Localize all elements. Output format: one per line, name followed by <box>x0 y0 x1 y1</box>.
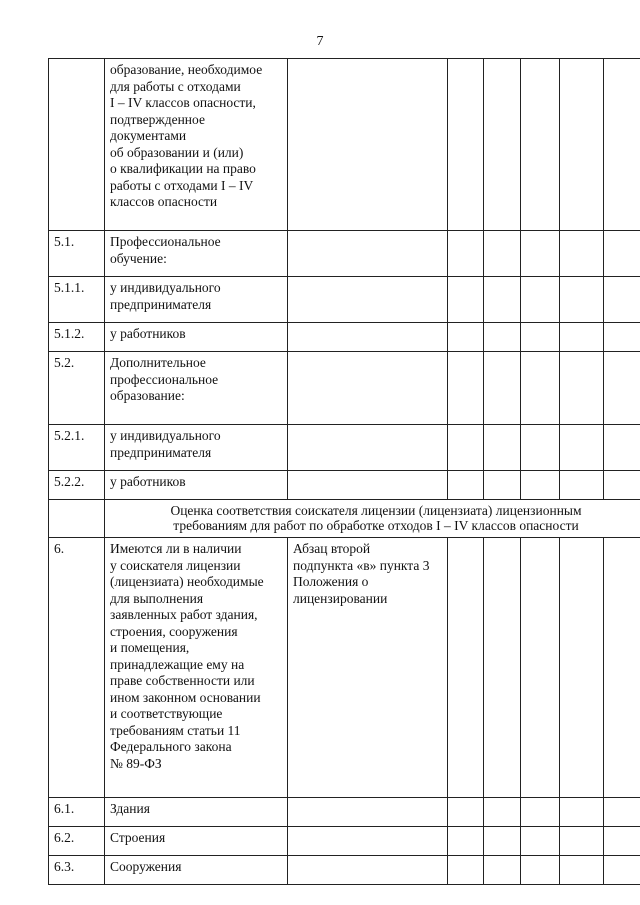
answer-cell <box>484 471 521 500</box>
requirement-description <box>105 471 288 500</box>
section-heading-line: Оценка соответствия соискателя лицензии (лицензиата) лицензионным <box>170 503 582 518</box>
legal-reference <box>288 59 448 231</box>
row-number: 5.1.1. <box>49 277 105 323</box>
answer-cell <box>484 231 521 277</box>
answer-cell <box>604 798 640 827</box>
table-row <box>49 231 640 277</box>
answer-cell <box>484 856 521 885</box>
description-line: документами <box>110 128 187 143</box>
legal-reference <box>288 798 448 827</box>
description-line: о квалификации на право <box>110 161 256 176</box>
answer-cell <box>604 425 640 471</box>
answer-cell <box>560 471 604 500</box>
answer-cell <box>521 827 560 856</box>
legal-reference <box>288 827 448 856</box>
description-line: строения, сооружения <box>110 623 238 639</box>
reference-line: Абзац второй <box>293 541 371 556</box>
description-line: праве собственности или <box>110 673 255 688</box>
reference-line: Положения о <box>293 574 369 589</box>
requirement-description <box>105 425 288 471</box>
description-line: № 89-ФЗ <box>110 755 162 771</box>
requirement-description <box>105 856 288 885</box>
table-row <box>49 425 640 471</box>
description-line: и помещения, <box>110 640 190 655</box>
answer-cell <box>521 538 560 798</box>
reference-line: лицензировании <box>293 590 388 606</box>
row-number: 6.1. <box>49 798 105 827</box>
reference-line: подпункта «в» пункта 3 <box>293 557 430 573</box>
row-number: 5.1. <box>49 231 105 277</box>
legal-reference <box>288 323 448 352</box>
row-number: 5.2.1. <box>49 425 105 471</box>
answer-cell <box>604 827 640 856</box>
answer-cell <box>448 538 484 798</box>
legal-reference <box>288 231 448 277</box>
description-line: обучение: <box>110 250 167 266</box>
requirement-description <box>105 352 288 425</box>
description-line: у работников <box>110 474 186 489</box>
description-line: Сооружения <box>110 859 182 874</box>
answer-cell <box>604 856 640 885</box>
answer-cell <box>484 277 521 323</box>
answer-cell <box>521 425 560 471</box>
description-line: заявленных работ здания, <box>110 607 258 622</box>
answer-cell <box>560 798 604 827</box>
answer-cell <box>560 277 604 323</box>
description-line: Дополнительное <box>110 355 206 370</box>
answer-cell <box>448 277 484 323</box>
description-line: принадлежащие ему на <box>110 656 245 672</box>
description-line: и соответствующие <box>110 706 223 721</box>
legal-reference <box>288 277 448 323</box>
answer-cell <box>448 425 484 471</box>
description-line: работы с отходами I – IV <box>110 177 254 193</box>
table-row <box>49 323 640 352</box>
answer-cell <box>448 827 484 856</box>
description-line: у индивидуального <box>110 280 221 295</box>
row-number: 6.2. <box>49 827 105 856</box>
row-number: 5.2.2. <box>49 471 105 500</box>
answer-cell <box>521 471 560 500</box>
description-line: для работы с отходами <box>110 78 241 94</box>
answer-cell <box>604 352 640 425</box>
answer-cell <box>484 352 521 425</box>
table-cell <box>49 500 105 538</box>
description-line: образование: <box>110 388 185 403</box>
answer-cell <box>521 323 560 352</box>
answer-cell <box>560 827 604 856</box>
legal-reference <box>288 352 448 425</box>
answer-cell <box>560 538 604 798</box>
requirement-description <box>105 231 288 277</box>
answer-cell <box>604 323 640 352</box>
answer-cell <box>560 856 604 885</box>
answer-cell <box>448 352 484 425</box>
description-line: ином законном основании <box>110 689 261 705</box>
table-row <box>49 277 640 323</box>
description-line: подтвержденное <box>110 111 205 127</box>
row-number: 6. <box>49 538 105 798</box>
description-line: для выполнения <box>110 590 204 606</box>
answer-cell <box>604 277 640 323</box>
section-heading-row <box>49 500 640 538</box>
description-line: у индивидуального <box>110 428 221 443</box>
section-heading-line: требованиям для работ по обработке отходов I – IV классов опасности <box>173 518 579 533</box>
requirement-description <box>105 827 288 856</box>
answer-cell <box>521 856 560 885</box>
answer-cell <box>484 798 521 827</box>
legal-reference <box>288 538 448 798</box>
table-row <box>49 538 640 798</box>
table-row <box>49 856 640 885</box>
description-line: Строения <box>110 830 166 845</box>
description-line: профессиональное <box>110 371 219 387</box>
answer-cell <box>521 352 560 425</box>
description-line: об образовании и (или) <box>110 144 244 160</box>
answer-cell <box>448 856 484 885</box>
answer-cell <box>604 538 640 798</box>
table-row <box>49 471 640 500</box>
description-line: I – IV классов опасности, <box>110 95 256 110</box>
page-number: 7 <box>316 34 324 49</box>
description-line: образование, необходимое <box>110 62 263 77</box>
row-number: 5.1.2. <box>49 323 105 352</box>
legal-reference <box>288 425 448 471</box>
description-line: предпринимателя <box>110 296 212 312</box>
answer-cell <box>448 471 484 500</box>
answer-cell <box>448 59 484 231</box>
description-line: Здания <box>110 801 150 816</box>
description-line: у работников <box>110 326 186 341</box>
answer-cell <box>560 59 604 231</box>
description-line: у соискателя лицензии <box>110 557 241 573</box>
answer-cell <box>484 323 521 352</box>
table-row <box>49 352 640 425</box>
answer-cell <box>521 231 560 277</box>
description-line: предпринимателя <box>110 444 212 460</box>
row-number <box>49 59 105 231</box>
table-row <box>49 59 640 231</box>
description-line: Профессиональное <box>110 234 221 249</box>
requirement-description <box>105 798 288 827</box>
requirement-description <box>105 59 288 231</box>
answer-cell <box>448 798 484 827</box>
description-line: Имеются ли в наличии <box>110 541 242 556</box>
legal-reference <box>288 471 448 500</box>
answer-cell <box>521 277 560 323</box>
description-line: (лицензиата) необходимые <box>110 574 264 589</box>
table-row <box>49 798 640 827</box>
answer-cell <box>484 827 521 856</box>
requirement-description <box>105 538 288 798</box>
description-line: классов опасности <box>110 194 218 209</box>
license-checklist-table <box>48 58 640 885</box>
requirement-description <box>105 277 288 323</box>
answer-cell <box>521 798 560 827</box>
answer-cell <box>560 425 604 471</box>
legal-reference <box>288 856 448 885</box>
answer-cell <box>484 425 521 471</box>
answer-cell <box>484 538 521 798</box>
section-heading <box>105 500 640 538</box>
answer-cell <box>560 352 604 425</box>
answer-cell <box>484 59 521 231</box>
answer-cell <box>604 231 640 277</box>
table-row <box>49 827 640 856</box>
description-line: требованиям статьи 11 <box>110 722 241 738</box>
requirement-description <box>105 323 288 352</box>
row-number: 5.2. <box>49 352 105 425</box>
answer-cell <box>448 231 484 277</box>
answer-cell <box>560 323 604 352</box>
answer-cell <box>521 59 560 231</box>
row-number: 6.3. <box>49 856 105 885</box>
answer-cell <box>448 323 484 352</box>
answer-cell <box>604 59 640 231</box>
answer-cell <box>604 471 640 500</box>
answer-cell <box>560 231 604 277</box>
description-line: Федерального закона <box>110 739 232 754</box>
